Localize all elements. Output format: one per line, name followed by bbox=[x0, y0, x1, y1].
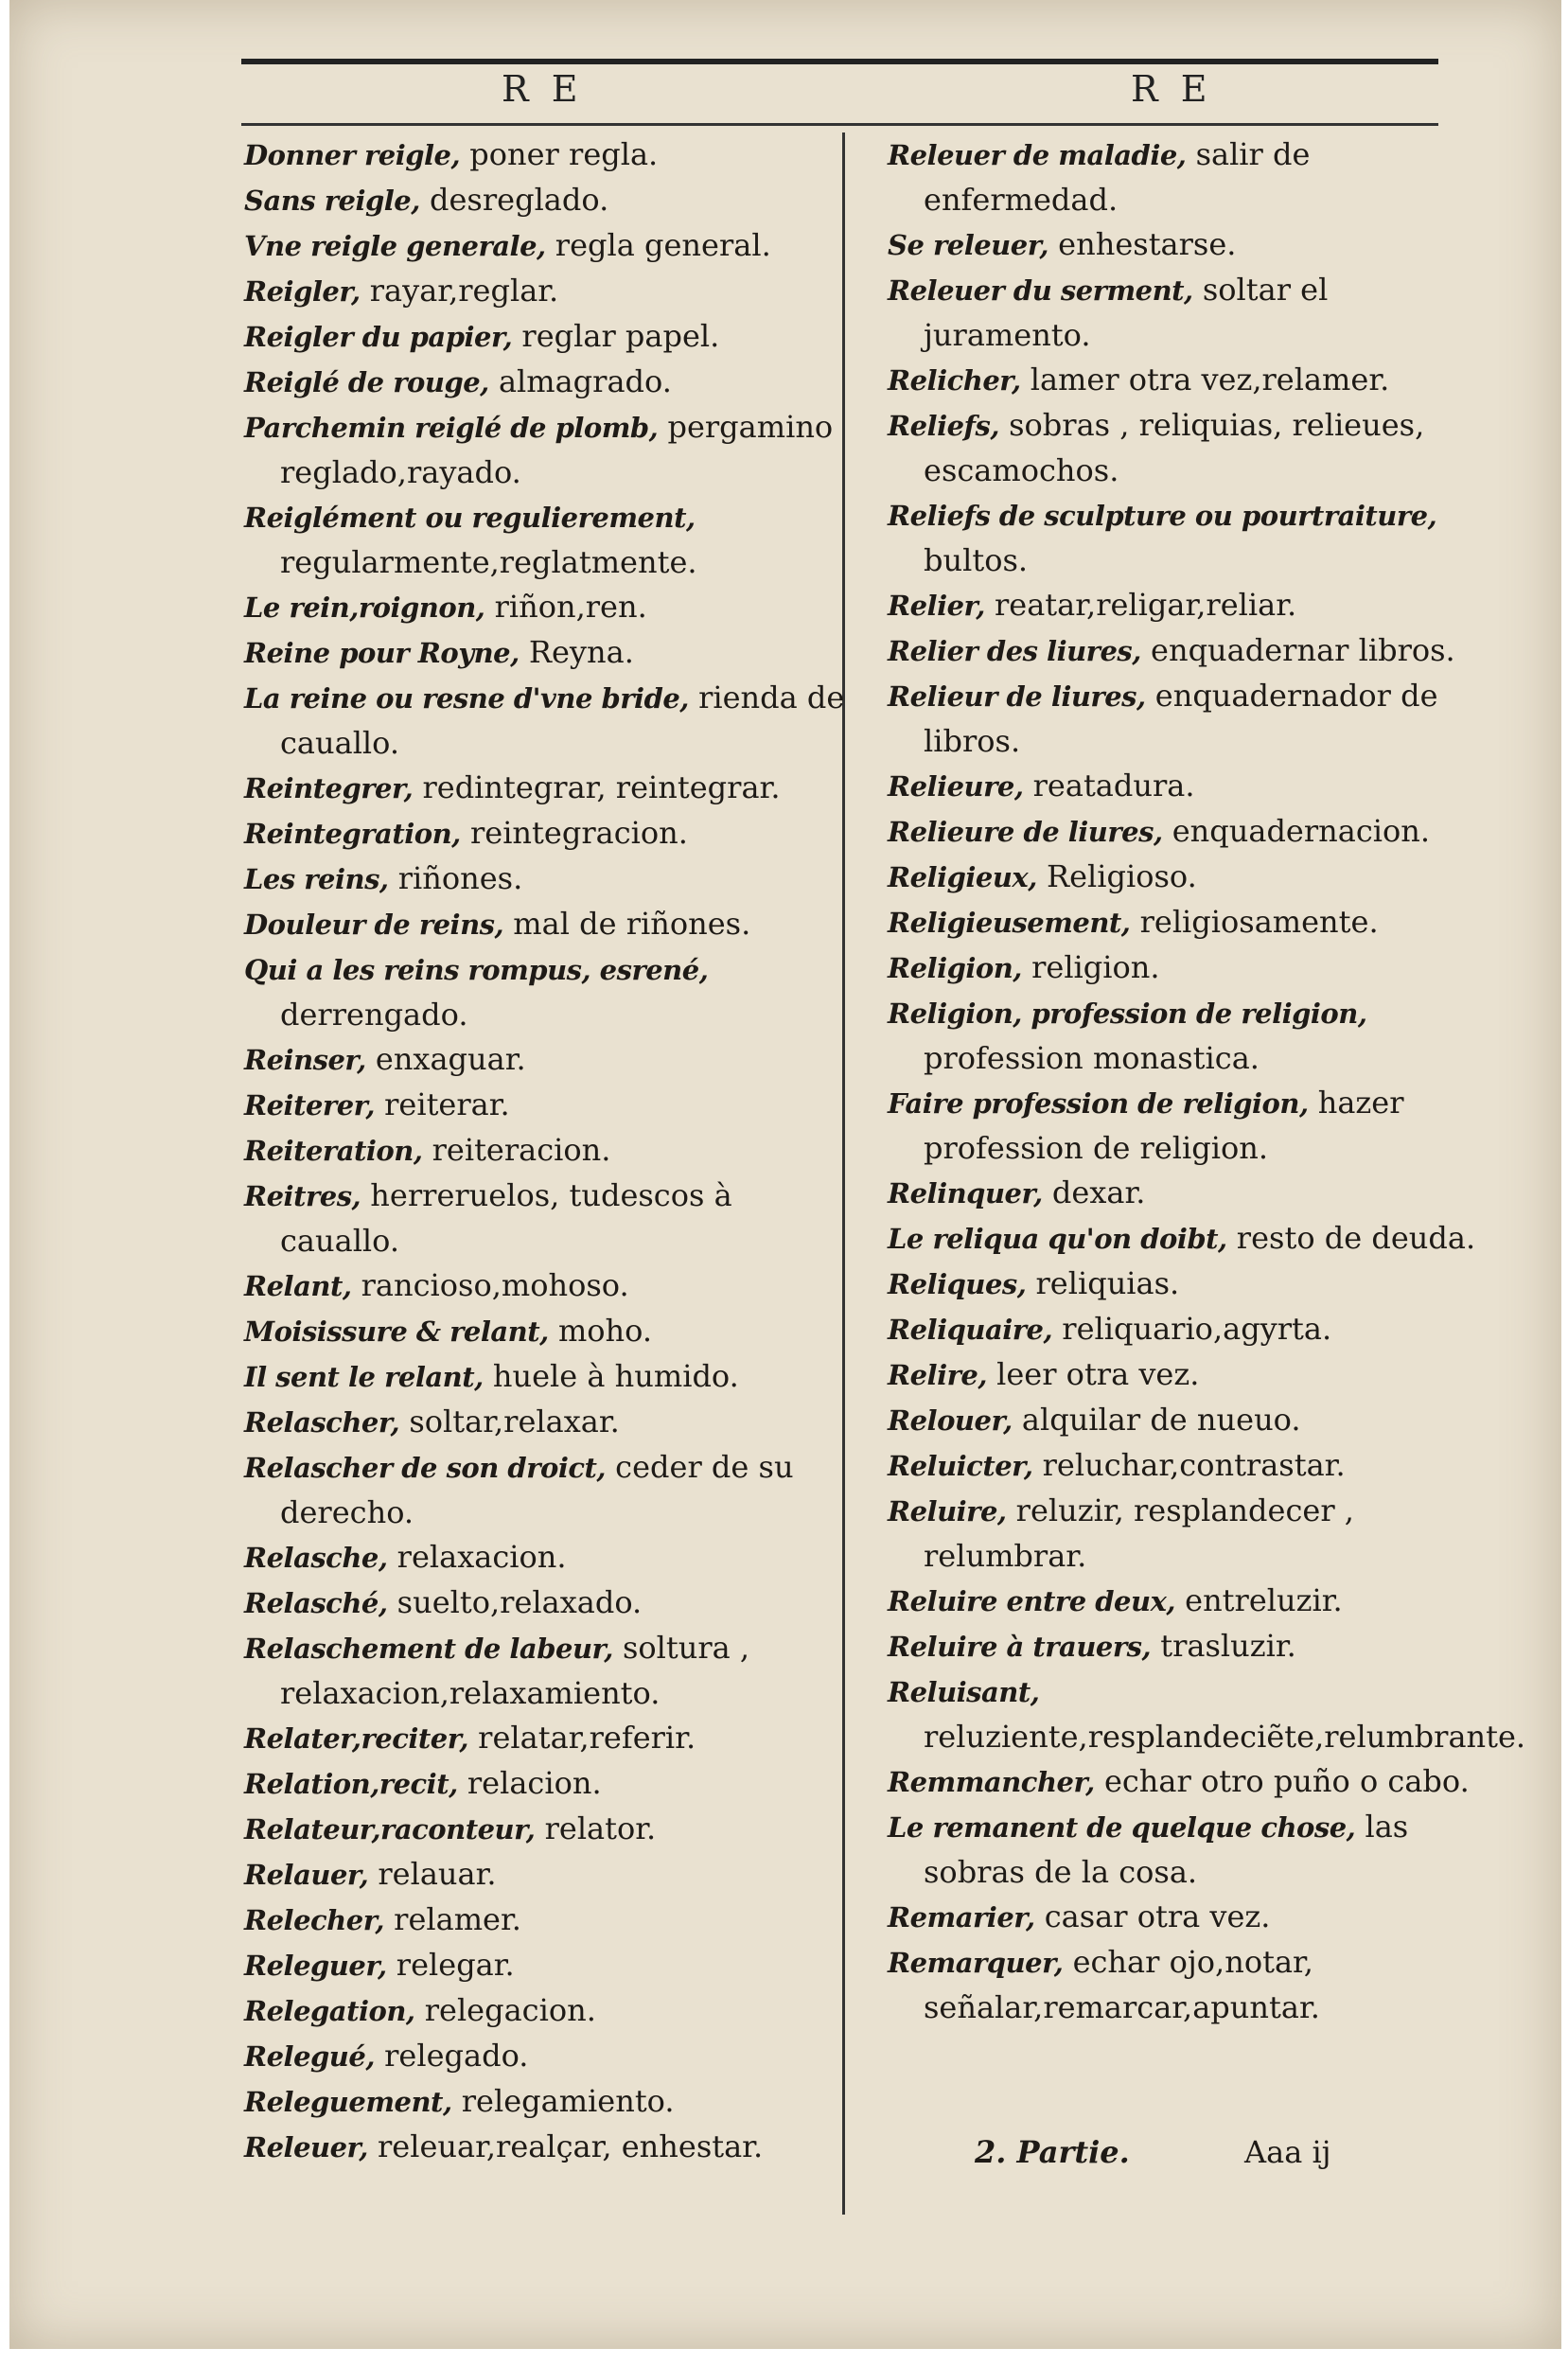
dictionary-entry bbox=[888, 493, 1493, 583]
dictionary-entry bbox=[244, 1354, 850, 1400]
entry-translation: Reyna. bbox=[519, 634, 634, 670]
entry-translation: soltura , relaxacion,relaxamiento. bbox=[280, 1630, 750, 1711]
dictionary-entry bbox=[244, 495, 850, 585]
entry-translation: mal de riñones. bbox=[503, 906, 751, 942]
dictionary-entry bbox=[888, 1940, 1493, 2030]
entry-headword: Reluisant, bbox=[888, 1676, 1040, 1708]
entry-translation: reintegracion. bbox=[460, 815, 688, 851]
dictionary-entry bbox=[244, 1716, 850, 1761]
entry-headword: Relire, bbox=[888, 1359, 987, 1391]
entry-headword: Moisissure & relant, bbox=[244, 1315, 549, 1348]
entry-headword: Reliefs de sculpture ou pourtraiture, bbox=[888, 500, 1437, 532]
entry-translation: bultos. bbox=[924, 542, 1029, 578]
entry-headword: Releuer du serment, bbox=[888, 274, 1193, 307]
entry-headword: Reinser, bbox=[244, 1044, 366, 1076]
footer-part: 2. Partie. bbox=[975, 2134, 1130, 2170]
entry-translation: reliquias. bbox=[1026, 1265, 1180, 1301]
entry-headword: Relascher de son droict, bbox=[244, 1452, 606, 1484]
entry-headword: Reliquaire, bbox=[888, 1314, 1053, 1346]
dictionary-entry bbox=[888, 403, 1493, 493]
dictionary-entry bbox=[888, 1579, 1493, 1624]
dictionary-entry bbox=[888, 132, 1493, 222]
entry-headword: Relier des liures, bbox=[888, 635, 1141, 667]
dictionary-entry bbox=[244, 947, 850, 1037]
entry-translation: enhestarse. bbox=[1048, 226, 1237, 262]
header-rule bbox=[241, 123, 1438, 126]
dictionary-entry bbox=[888, 991, 1493, 1081]
dictionary-entry bbox=[244, 1309, 850, 1354]
entry-headword: Remmancher, bbox=[888, 1766, 1095, 1798]
entry-translation: huele à humido. bbox=[483, 1358, 739, 1394]
entry-translation: suelto,relaxado. bbox=[387, 1584, 643, 1620]
entry-translation: las sobras de la cosa. bbox=[924, 1809, 1409, 1890]
entry-headword: Relaschement de labeur, bbox=[244, 1633, 613, 1665]
dictionary-entry bbox=[244, 630, 850, 676]
dictionary-entry bbox=[888, 1489, 1493, 1579]
entry-translation: reluziente,resplandeciẽte,relumbrante. bbox=[924, 1719, 1526, 1755]
dictionary-entry bbox=[244, 1174, 850, 1263]
dictionary-entry bbox=[244, 1128, 850, 1174]
entry-translation: regularmente,reglatmente. bbox=[280, 544, 697, 580]
dictionary-entry bbox=[244, 1761, 850, 1807]
dictionary-entry bbox=[888, 1262, 1493, 1307]
entry-headword: Relegation, bbox=[244, 1995, 415, 2027]
dictionary-entry bbox=[244, 1535, 850, 1580]
dictionary-entry bbox=[244, 1037, 850, 1083]
entry-headword: Reitres, bbox=[244, 1180, 361, 1212]
dictionary-entry bbox=[888, 222, 1493, 268]
entry-translation: dexar. bbox=[1042, 1174, 1146, 1210]
dictionary-entry bbox=[244, 1852, 850, 1898]
entry-headword: Relouer, bbox=[888, 1404, 1013, 1437]
dictionary-entry bbox=[244, 1988, 850, 2034]
entry-headword: Relicher, bbox=[888, 364, 1021, 397]
entry-headword: Relier, bbox=[888, 590, 985, 622]
dictionary-entry bbox=[244, 676, 850, 766]
entry-translation: relegacion. bbox=[414, 1992, 596, 2028]
dictionary-entry bbox=[888, 1759, 1493, 1805]
dictionary-entry bbox=[888, 1398, 1493, 1443]
entry-translation: leer otra vez. bbox=[986, 1356, 1200, 1392]
entry-translation: entreluzir. bbox=[1174, 1582, 1343, 1618]
entry-headword: Releuer, bbox=[244, 2131, 368, 2163]
entry-headword: Le rein,roignon, bbox=[244, 592, 485, 624]
entry-headword: Qui a les reins rompus, esrené, bbox=[244, 954, 709, 986]
entry-headword: Sans reigle, bbox=[244, 185, 420, 217]
entry-translation: riñon,ren. bbox=[484, 589, 647, 625]
dictionary-entry bbox=[244, 132, 850, 178]
dictionary-entry bbox=[244, 1580, 850, 1626]
entry-headword: Reintegration, bbox=[244, 818, 461, 850]
dictionary-entry bbox=[888, 1307, 1493, 1352]
dictionary-entry bbox=[244, 2125, 850, 2170]
dictionary-entry bbox=[244, 1626, 850, 1716]
entry-translation: moho. bbox=[548, 1313, 653, 1349]
dictionary-entry bbox=[888, 855, 1493, 900]
entry-translation: salir de enfermedad. bbox=[924, 136, 1311, 218]
entry-translation: relegamiento. bbox=[451, 2083, 675, 2119]
right-column bbox=[888, 132, 1526, 2030]
entry-headword: Reine pour Royne, bbox=[244, 637, 520, 669]
entry-headword: Reluicter, bbox=[888, 1450, 1033, 1482]
header-left-letters: R E bbox=[502, 68, 584, 110]
entry-headword: Reigler, bbox=[244, 275, 361, 308]
entry-headword: Religieux, bbox=[888, 861, 1037, 893]
dictionary-entry bbox=[244, 2079, 850, 2125]
entry-headword: Donner reigle, bbox=[244, 139, 461, 171]
dictionary-entry bbox=[244, 1807, 850, 1852]
entry-translation: profession monastica. bbox=[924, 1040, 1260, 1076]
entry-headword: Reintegrer, bbox=[244, 772, 414, 804]
entry-translation: rayar,reglar. bbox=[360, 273, 559, 309]
dictionary-entry bbox=[244, 811, 850, 856]
dictionary-entry bbox=[244, 856, 850, 902]
entry-translation: soltar,relaxar. bbox=[399, 1404, 620, 1439]
entry-translation: relator. bbox=[535, 1810, 657, 1846]
entry-headword: Relater,reciter, bbox=[244, 1722, 468, 1755]
entry-headword: Reiteration, bbox=[244, 1135, 423, 1167]
entry-translation: relaxacion. bbox=[387, 1539, 567, 1575]
dictionary-entry bbox=[244, 178, 850, 223]
entry-translation: religion. bbox=[1021, 949, 1160, 985]
entry-translation: poner regla. bbox=[460, 136, 659, 172]
entry-translation: relamer. bbox=[383, 1901, 521, 1937]
entry-headword: Le remanent de quelque chose, bbox=[888, 1811, 1356, 1844]
entry-translation: reluchar,contrastar. bbox=[1032, 1447, 1346, 1483]
top-rule bbox=[241, 59, 1438, 64]
entry-headword: Reigler du papier, bbox=[244, 321, 513, 353]
entry-translation: rienda de cauallo. bbox=[280, 680, 845, 761]
entry-headword: Relasche, bbox=[244, 1542, 388, 1574]
entry-headword: Le reliqua qu'on doibt, bbox=[888, 1223, 1227, 1255]
entry-headword: Remarier, bbox=[888, 1901, 1035, 1933]
dictionary-entry bbox=[244, 902, 850, 947]
entry-headword: Relation,recit, bbox=[244, 1768, 458, 1800]
entry-headword: Religieusement, bbox=[888, 907, 1131, 939]
entry-translation: enquadernacion. bbox=[1162, 813, 1431, 849]
dictionary-entry bbox=[244, 269, 850, 314]
entry-headword: Reiterer, bbox=[244, 1089, 375, 1121]
entry-headword: Relasché, bbox=[244, 1587, 388, 1619]
dictionary-entry bbox=[244, 1263, 850, 1309]
entry-headword: Releguer, bbox=[244, 1950, 387, 1982]
dictionary-entry bbox=[888, 1081, 1493, 1171]
left-column bbox=[244, 132, 850, 2170]
entry-translation: derrengado. bbox=[280, 997, 468, 1033]
dictionary-entry bbox=[888, 628, 1493, 674]
entry-headword: Reiglé de rouge, bbox=[244, 366, 489, 398]
entry-headword: Releuer de maladie, bbox=[888, 139, 1187, 171]
dictionary-entry bbox=[888, 1171, 1493, 1216]
entry-headword: Douleur de reins, bbox=[244, 909, 504, 941]
entry-translation: relatar,referir. bbox=[468, 1720, 696, 1756]
entry-headword: Reliefs, bbox=[888, 410, 999, 442]
entry-translation: releuar,realçar, enhestar. bbox=[367, 2128, 764, 2164]
entry-headword: Relieure de liures, bbox=[888, 816, 1163, 848]
entry-translation: Religioso. bbox=[1036, 858, 1197, 894]
entry-translation: trasluzir. bbox=[1151, 1628, 1296, 1664]
entry-translation: pergamino reglado,rayado. bbox=[280, 409, 834, 490]
dictionary-entry bbox=[888, 358, 1493, 403]
entry-translation: reliquario,agyrta. bbox=[1052, 1311, 1332, 1347]
entry-translation: reglar papel. bbox=[512, 318, 720, 354]
dictionary-entry bbox=[888, 583, 1493, 628]
entry-translation: herreruelos, tudescos à cauallo. bbox=[280, 1177, 732, 1259]
dictionary-entry bbox=[888, 1216, 1493, 1262]
entry-headword: Relecher, bbox=[244, 1904, 384, 1936]
dictionary-entry bbox=[244, 1943, 850, 1988]
entry-translation: relauar. bbox=[368, 1856, 497, 1892]
entry-translation: echar ojo,notar, señalar,remarcar,apuntar. bbox=[924, 1944, 1320, 2025]
entry-headword: Faire profession de religion, bbox=[888, 1087, 1309, 1120]
entry-translation: reatar,religar,reliar. bbox=[984, 587, 1297, 623]
entry-headword: Relinquer, bbox=[888, 1177, 1043, 1209]
dictionary-entry bbox=[888, 1805, 1493, 1895]
dictionary-entry bbox=[244, 1083, 850, 1128]
entry-translation: relegar. bbox=[386, 1947, 515, 1983]
dictionary-entry bbox=[244, 360, 850, 405]
dictionary-entry bbox=[888, 764, 1493, 809]
entry-headword: Relascher, bbox=[244, 1406, 400, 1439]
dictionary-entry bbox=[244, 1445, 850, 1535]
entry-translation: enxaguar. bbox=[365, 1041, 526, 1077]
entry-headword: Parchemin reiglé de plomb, bbox=[244, 412, 659, 444]
entry-headword: Releguement, bbox=[244, 2086, 452, 2118]
dictionary-entry bbox=[244, 2034, 850, 2079]
entry-translation: regla general. bbox=[545, 227, 771, 263]
entry-headword: Reiglément ou regulierement, bbox=[244, 502, 696, 534]
entry-translation: almagrado. bbox=[488, 363, 672, 399]
dictionary-entry bbox=[244, 223, 850, 269]
entry-headword: Relegué, bbox=[244, 2040, 375, 2073]
dictionary-entry bbox=[244, 585, 850, 630]
dictionary-entry bbox=[888, 268, 1493, 358]
dictionary-entry bbox=[244, 314, 850, 360]
dictionary-entry bbox=[888, 1895, 1493, 1940]
entry-translation: reiteracion. bbox=[422, 1132, 611, 1168]
entry-translation: reluzir, resplandecer , relumbrar. bbox=[924, 1492, 1354, 1574]
dictionary-entry bbox=[888, 674, 1493, 764]
footer-signature: Aaa ij bbox=[1244, 2134, 1331, 2170]
entry-translation: alquilar de nueuo. bbox=[1012, 1402, 1301, 1438]
entry-translation: reatadura. bbox=[1023, 768, 1195, 803]
entry-headword: Se releuer, bbox=[888, 229, 1048, 261]
entry-translation: desreglado. bbox=[419, 182, 609, 218]
entry-translation: resto de deuda. bbox=[1226, 1220, 1476, 1256]
entry-headword: La reine ou resne d'vne bride, bbox=[244, 682, 689, 715]
entry-headword: Relieure, bbox=[888, 770, 1024, 803]
entry-headword: Reluire à trauers, bbox=[888, 1631, 1152, 1663]
dictionary-entry bbox=[888, 1352, 1493, 1398]
entry-headword: Reluire, bbox=[888, 1495, 1007, 1527]
entry-translation: rancioso,mohoso. bbox=[351, 1267, 629, 1303]
dictionary-entry bbox=[244, 405, 850, 495]
entry-translation: relacion. bbox=[457, 1765, 602, 1801]
entry-headword: Remarquer, bbox=[888, 1947, 1064, 1979]
entry-headword: Reliques, bbox=[888, 1268, 1027, 1300]
entry-translation: riñones. bbox=[388, 860, 523, 896]
entry-translation: sobras , reliquias, relieues, escamochos. bbox=[924, 407, 1425, 488]
entry-headword: Relauer, bbox=[244, 1859, 369, 1891]
dictionary-entry bbox=[888, 1669, 1526, 1759]
dictionary-entry bbox=[888, 945, 1493, 991]
entry-translation: enquadernar libros. bbox=[1140, 632, 1455, 668]
entry-translation: relegado. bbox=[374, 2038, 529, 2074]
entry-headword: Reluire entre deux, bbox=[888, 1585, 1175, 1617]
header-right-letters: R E bbox=[1131, 68, 1213, 110]
dictionary-entry bbox=[244, 766, 850, 811]
dictionary-entry bbox=[244, 1400, 850, 1445]
entry-translation: lamer otra vez,relamer. bbox=[1020, 362, 1390, 397]
entry-translation: reiterar. bbox=[374, 1086, 510, 1122]
entry-translation: redintegrar, reintegrar. bbox=[413, 769, 781, 805]
dictionary-entry bbox=[888, 809, 1493, 855]
dictionary-entry bbox=[244, 1898, 850, 1943]
dictionary-entry bbox=[888, 1443, 1493, 1489]
entry-translation: soltar el juramento. bbox=[924, 272, 1329, 353]
entry-headword: Religion, profession de religion, bbox=[888, 998, 1367, 1030]
entry-translation: echar otro puño o cabo. bbox=[1094, 1763, 1470, 1799]
entry-headword: Vne reigle generale, bbox=[244, 230, 546, 262]
entry-headword: Les reins, bbox=[244, 863, 389, 895]
dictionary-entry bbox=[888, 900, 1493, 945]
entry-translation: casar otra vez. bbox=[1034, 1898, 1271, 1934]
entry-translation: hazer profession de religion. bbox=[924, 1085, 1404, 1166]
entry-headword: Relant, bbox=[244, 1270, 352, 1302]
entry-headword: Il sent le relant, bbox=[244, 1361, 484, 1393]
book-page bbox=[9, 0, 1561, 2349]
entry-headword: Relieur de liures, bbox=[888, 680, 1146, 713]
entry-headword: Religion, bbox=[888, 952, 1022, 984]
entry-translation: religiosamente. bbox=[1130, 904, 1379, 940]
entry-headword: Relateur,raconteur, bbox=[244, 1813, 536, 1845]
entry-translation: ceder de su derecho. bbox=[280, 1449, 794, 1530]
dictionary-entry bbox=[888, 1624, 1493, 1669]
entry-translation: enquadernador de libros. bbox=[924, 678, 1438, 759]
